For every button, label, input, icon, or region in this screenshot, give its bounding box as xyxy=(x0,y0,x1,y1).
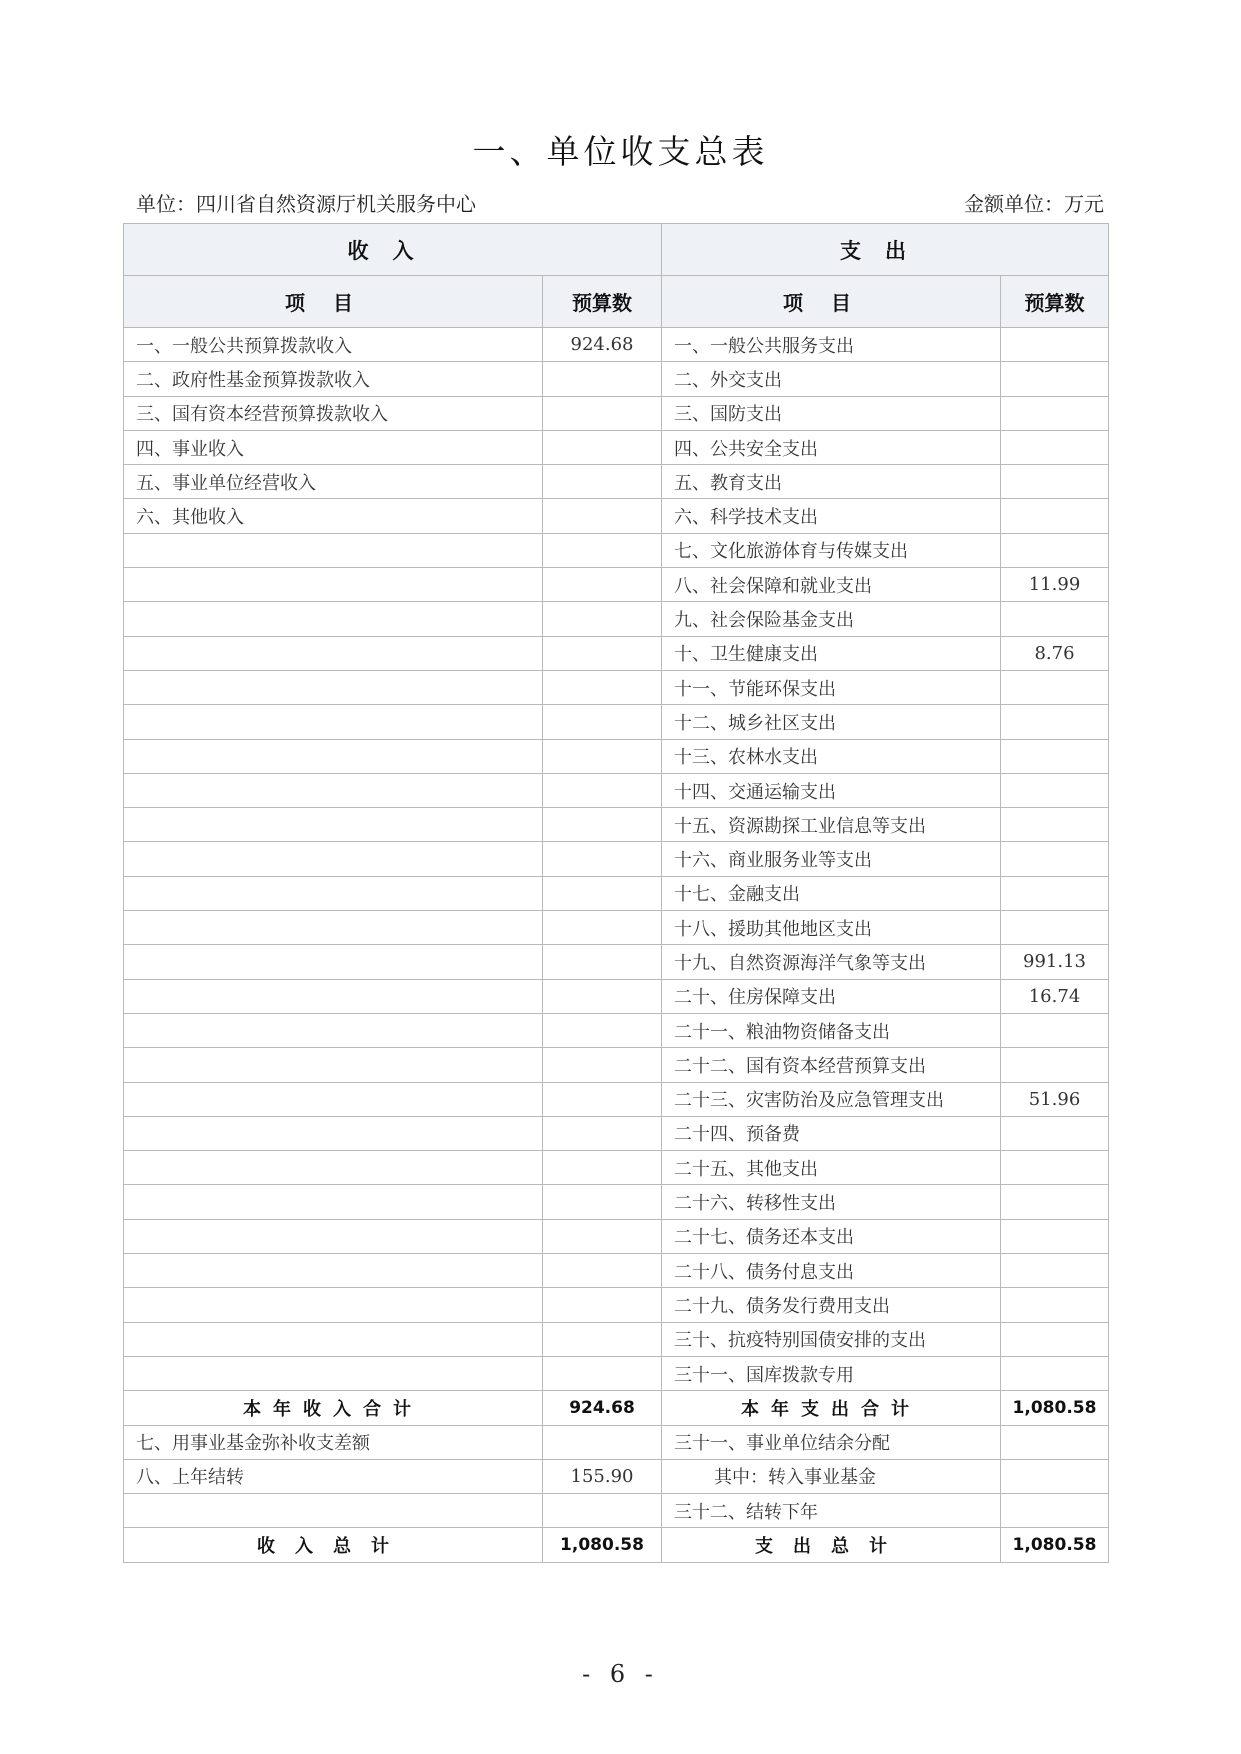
column-header-row xyxy=(124,276,1109,328)
income-item-cell: 六、其他收入 xyxy=(124,499,543,533)
income-amount-cell xyxy=(543,1116,662,1150)
income-amount-cell xyxy=(543,739,662,773)
income-item-cell xyxy=(124,705,543,739)
income-amount-cell xyxy=(543,1185,662,1219)
income-amount-cell xyxy=(543,1322,662,1356)
income-item-cell xyxy=(124,1288,543,1322)
expense-amount-cell xyxy=(1001,602,1109,636)
expense-item-cell: 四、公共安全支出 xyxy=(662,430,1001,464)
expense-amount-cell: 16.74 xyxy=(1001,979,1109,1013)
expense-amount-cell xyxy=(1001,670,1109,704)
grand-total-row xyxy=(124,1528,1109,1562)
expense-item-cell: 三十一、事业单位结余分配 xyxy=(662,1425,1001,1459)
table-row xyxy=(124,876,1109,910)
income-amount-cell xyxy=(543,705,662,739)
income-item-cell xyxy=(124,739,543,773)
table-row xyxy=(124,465,1109,499)
income-group-header: 收入 xyxy=(124,224,662,276)
income-amount-column-header: 预算数 xyxy=(543,276,662,328)
table-row xyxy=(124,705,1109,739)
expense-item-cell: 其中：转入事业基金 xyxy=(662,1459,1001,1493)
income-item-cell xyxy=(124,842,543,876)
income-amount-cell xyxy=(543,945,662,979)
income-amount-cell xyxy=(543,1254,662,1288)
table-row xyxy=(124,430,1109,464)
income-item-cell xyxy=(124,773,543,807)
table-row xyxy=(124,1459,1109,1493)
income-item-cell xyxy=(124,602,543,636)
income-amount-cell xyxy=(543,362,662,396)
income-total-label: 本年收入合计 xyxy=(124,1391,543,1425)
expense-amount-cell xyxy=(1001,1288,1109,1322)
income-item-cell: 八、上年结转 xyxy=(124,1459,543,1493)
table-row xyxy=(124,1288,1109,1322)
table-row xyxy=(124,602,1109,636)
expense-item-cell: 十五、资源勘探工业信息等支出 xyxy=(662,808,1001,842)
expense-total-amount: 1,080.58 xyxy=(1001,1391,1109,1425)
table-row xyxy=(124,1082,1109,1116)
income-amount-cell xyxy=(543,499,662,533)
table-row xyxy=(124,636,1109,670)
expense-amount-cell xyxy=(1001,533,1109,567)
expense-amount-cell xyxy=(1001,1185,1109,1219)
expense-amount-cell: 991.13 xyxy=(1001,945,1109,979)
expense-amount-cell: 8.76 xyxy=(1001,636,1109,670)
expense-amount-cell xyxy=(1001,773,1109,807)
expense-item-cell: 八、社会保障和就业支出 xyxy=(662,568,1001,602)
expense-item-cell: 二十、住房保障支出 xyxy=(662,979,1001,1013)
income-item-cell: 五、事业单位经营收入 xyxy=(124,465,543,499)
expense-item-cell: 九、社会保险基金支出 xyxy=(662,602,1001,636)
income-item-cell xyxy=(124,945,543,979)
expense-item-cell: 二十五、其他支出 xyxy=(662,1151,1001,1185)
expense-group-header: 支出 xyxy=(662,224,1109,276)
expense-amount-cell xyxy=(1001,1322,1109,1356)
income-item-cell xyxy=(124,979,543,1013)
income-amount-cell xyxy=(543,670,662,704)
income-expense-summary-table xyxy=(123,223,1109,1563)
expense-amount-cell xyxy=(1001,362,1109,396)
expense-item-cell: 二十六、转移性支出 xyxy=(662,1185,1001,1219)
expense-item-cell: 三十、抗疫特别国债安排的支出 xyxy=(662,1322,1001,1356)
income-amount-cell xyxy=(543,1425,662,1459)
expense-amount-cell xyxy=(1001,808,1109,842)
table-row xyxy=(124,1254,1109,1288)
expense-amount-cell xyxy=(1001,1425,1109,1459)
expense-amount-cell xyxy=(1001,705,1109,739)
income-item-cell: 七、用事业基金弥补收支差额 xyxy=(124,1425,543,1459)
table-row xyxy=(124,1013,1109,1047)
expense-item-cell: 十、卫生健康支出 xyxy=(662,636,1001,670)
expense-item-cell: 五、教育支出 xyxy=(662,465,1001,499)
income-item-cell xyxy=(124,636,543,670)
income-amount-cell xyxy=(543,1288,662,1322)
expense-item-cell: 十七、金融支出 xyxy=(662,876,1001,910)
income-item-cell xyxy=(124,1151,543,1185)
page-title: 一、单位收支总表 xyxy=(472,132,769,171)
income-amount-cell xyxy=(543,602,662,636)
expense-item-cell: 十九、自然资源海洋气象等支出 xyxy=(662,945,1001,979)
expense-item-cell: 十四、交通运输支出 xyxy=(662,773,1001,807)
income-item-cell xyxy=(124,670,543,704)
income-amount-cell xyxy=(543,1013,662,1047)
expense-amount-cell xyxy=(1001,1116,1109,1150)
table-row xyxy=(124,773,1109,807)
income-amount-cell xyxy=(543,430,662,464)
table-row xyxy=(124,808,1109,842)
expense-amount-cell xyxy=(1001,1013,1109,1047)
expense-amount-cell xyxy=(1001,430,1109,464)
income-amount-cell xyxy=(543,1494,662,1528)
expense-amount-cell xyxy=(1001,1219,1109,1253)
table-row xyxy=(124,568,1109,602)
income-amount-cell xyxy=(543,1219,662,1253)
expense-item-cell: 三十二、结转下年 xyxy=(662,1494,1001,1528)
income-amount-cell xyxy=(543,979,662,1013)
income-amount-cell xyxy=(543,568,662,602)
income-amount-cell xyxy=(543,911,662,945)
income-item-cell xyxy=(124,1254,543,1288)
income-item-cell xyxy=(124,876,543,910)
income-amount-cell xyxy=(543,1151,662,1185)
expense-amount-column-header: 预算数 xyxy=(1001,276,1109,328)
expense-amount-cell xyxy=(1001,1254,1109,1288)
income-amount-cell xyxy=(543,465,662,499)
table-row xyxy=(124,670,1109,704)
expense-item-cell: 三十一、国库拨款专用 xyxy=(662,1356,1001,1390)
income-item-cell: 一、一般公共预算拨款收入 xyxy=(124,328,543,362)
table-row xyxy=(124,1048,1109,1082)
income-amount-cell xyxy=(543,396,662,430)
expense-item-cell: 二、外交支出 xyxy=(662,362,1001,396)
expense-total-label: 支出总计 xyxy=(662,1528,1001,1562)
expense-item-cell: 十三、农林水支出 xyxy=(662,739,1001,773)
unit-name-label: 单位：四川省自然资源厅机关服务中心 xyxy=(136,192,476,216)
table-row xyxy=(124,1425,1109,1459)
expense-amount-cell: 11.99 xyxy=(1001,568,1109,602)
expense-total-amount: 1,080.58 xyxy=(1001,1528,1109,1562)
income-total-label: 收入总计 xyxy=(124,1528,543,1562)
income-item-cell xyxy=(124,1494,543,1528)
table-row xyxy=(124,328,1109,362)
table-row xyxy=(124,1185,1109,1219)
table-row xyxy=(124,1116,1109,1150)
income-item-cell xyxy=(124,1185,543,1219)
subtotal-row xyxy=(124,1391,1109,1425)
income-item-cell xyxy=(124,533,543,567)
expense-amount-cell xyxy=(1001,1494,1109,1528)
expense-amount-cell xyxy=(1001,911,1109,945)
expense-amount-cell xyxy=(1001,1048,1109,1082)
expense-item-column-header: 项目 xyxy=(662,276,1001,328)
income-amount-cell xyxy=(543,1356,662,1390)
expense-amount-cell xyxy=(1001,1151,1109,1185)
income-item-cell: 四、事业收入 xyxy=(124,430,543,464)
table-row xyxy=(124,1494,1109,1528)
income-amount-cell xyxy=(543,636,662,670)
income-item-cell xyxy=(124,1082,543,1116)
income-amount-cell xyxy=(543,1048,662,1082)
income-item-cell: 二、政府性基金预算拨款收入 xyxy=(124,362,543,396)
income-amount-cell xyxy=(543,876,662,910)
income-item-cell: 三、国有资本经营预算拨款收入 xyxy=(124,396,543,430)
expense-item-cell: 二十三、灾害防治及应急管理支出 xyxy=(662,1082,1001,1116)
income-item-column-header: 项目 xyxy=(124,276,543,328)
table-row xyxy=(124,945,1109,979)
expense-item-cell: 二十七、债务还本支出 xyxy=(662,1219,1001,1253)
group-header-row xyxy=(124,224,1109,276)
income-item-cell xyxy=(124,808,543,842)
income-amount-cell xyxy=(543,533,662,567)
expense-item-cell: 二十九、债务发行费用支出 xyxy=(662,1288,1001,1322)
expense-item-cell: 二十八、债务付息支出 xyxy=(662,1254,1001,1288)
expense-item-cell: 十二、城乡社区支出 xyxy=(662,705,1001,739)
table-row xyxy=(124,1322,1109,1356)
income-item-cell xyxy=(124,911,543,945)
table-row xyxy=(124,1219,1109,1253)
table-row xyxy=(124,911,1109,945)
amount-unit-label: 金额单位：万元 xyxy=(964,192,1104,216)
income-amount-cell: 155.90 xyxy=(543,1459,662,1493)
income-item-cell xyxy=(124,1048,543,1082)
expense-item-cell: 十一、节能环保支出 xyxy=(662,670,1001,704)
expense-item-cell: 七、文化旅游体育与传媒支出 xyxy=(662,533,1001,567)
table-row xyxy=(124,842,1109,876)
income-amount-cell xyxy=(543,808,662,842)
expense-amount-cell xyxy=(1001,499,1109,533)
expense-item-cell: 一、一般公共服务支出 xyxy=(662,328,1001,362)
table-row xyxy=(124,1356,1109,1390)
income-item-cell xyxy=(124,1322,543,1356)
expense-item-cell: 十六、商业服务业等支出 xyxy=(662,842,1001,876)
income-item-cell xyxy=(124,1013,543,1047)
expense-item-cell: 二十一、粮油物资储备支出 xyxy=(662,1013,1001,1047)
expense-item-cell: 二十二、国有资本经营预算支出 xyxy=(662,1048,1001,1082)
page-number: - 6 - xyxy=(582,1660,659,1688)
income-amount-cell xyxy=(543,842,662,876)
table-row xyxy=(124,533,1109,567)
expense-amount-cell xyxy=(1001,465,1109,499)
table-row xyxy=(124,362,1109,396)
income-amount-cell: 924.68 xyxy=(543,328,662,362)
income-item-cell xyxy=(124,1219,543,1253)
expense-amount-cell xyxy=(1001,328,1109,362)
expense-amount-cell xyxy=(1001,876,1109,910)
expense-amount-cell xyxy=(1001,739,1109,773)
income-amount-cell xyxy=(543,1082,662,1116)
income-amount-cell xyxy=(543,773,662,807)
income-item-cell xyxy=(124,1116,543,1150)
expense-amount-cell xyxy=(1001,1459,1109,1493)
expense-amount-cell xyxy=(1001,1356,1109,1390)
expense-item-cell: 六、科学技术支出 xyxy=(662,499,1001,533)
table-body xyxy=(124,328,1109,1563)
expense-item-cell: 二十四、预备费 xyxy=(662,1116,1001,1150)
income-total-amount: 924.68 xyxy=(543,1391,662,1425)
table-row xyxy=(124,739,1109,773)
table-row xyxy=(124,979,1109,1013)
table-row xyxy=(124,396,1109,430)
income-item-cell xyxy=(124,1356,543,1390)
table-row xyxy=(124,1151,1109,1185)
expense-item-cell: 三、国防支出 xyxy=(662,396,1001,430)
expense-total-label: 本年支出合计 xyxy=(662,1391,1001,1425)
expense-amount-cell: 51.96 xyxy=(1001,1082,1109,1116)
expense-amount-cell xyxy=(1001,842,1109,876)
income-total-amount: 1,080.58 xyxy=(543,1528,662,1562)
expense-item-cell: 十八、援助其他地区支出 xyxy=(662,911,1001,945)
table-row xyxy=(124,499,1109,533)
income-item-cell xyxy=(124,568,543,602)
expense-amount-cell xyxy=(1001,396,1109,430)
